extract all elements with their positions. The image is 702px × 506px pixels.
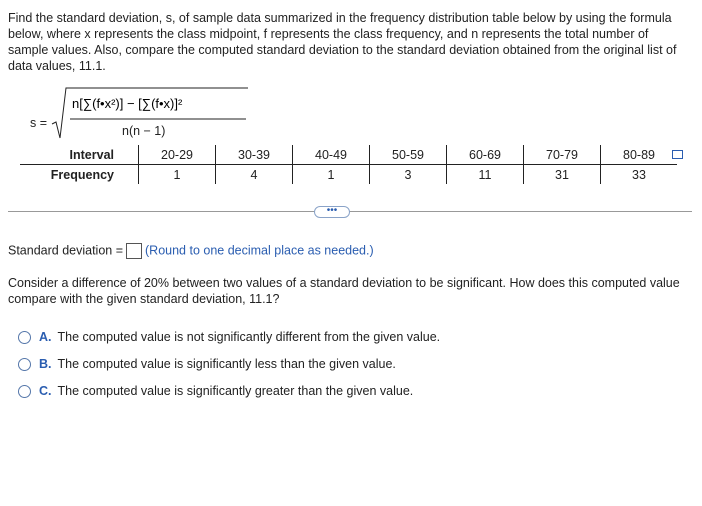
option-letter: A.	[39, 330, 52, 344]
option-a[interactable]	[18, 330, 440, 344]
option-text: The computed value is significantly less than the given value.	[57, 357, 396, 371]
comparison-question: Consider a difference of 20% between two values of a standard deviation to be significant. How does this computed value compare with the given standard deviation, 11.1?	[8, 276, 680, 306]
interval-cell: 50-59	[370, 145, 447, 165]
radio-button[interactable]	[18, 358, 31, 371]
option-letter: C.	[39, 384, 52, 398]
frequency-row	[20, 165, 677, 185]
answer-line	[8, 243, 374, 259]
svg-text:n[∑(f•x²)] − [∑(f•x)]²: n[∑(f•x²)] − [∑(f•x)]²	[72, 96, 183, 111]
formula-denominator: n(n − 1)	[122, 124, 166, 138]
interval-cell: 30-39	[216, 145, 293, 165]
radio-button[interactable]	[18, 385, 31, 398]
interval-cell: 20-29	[139, 145, 216, 165]
answer-hint: (Round to one decimal place as needed.)	[145, 243, 374, 258]
option-text: The computed value is not significantly different from the given value.	[57, 330, 441, 344]
interval-row	[20, 145, 677, 165]
more-button[interactable]: •••	[314, 206, 350, 218]
frequency-cell: 1	[139, 165, 216, 185]
option-letter: B.	[39, 357, 52, 371]
frequency-cell: 11	[447, 165, 524, 185]
question-text: Find the standard deviation, s, of sample data summarized in the frequency distribution table below by using the formula below, where x represents the class midpoint, f represents the class frequency, and n represents the total number of sample values. Also, compare the computed standard deviation to the standard deviation obtained from the original list of data values, 11.1.	[8, 11, 677, 73]
formula-lhs: s =	[30, 116, 48, 130]
frequency-cell: 33	[601, 165, 678, 185]
frequency-cell: 4	[216, 165, 293, 185]
row-label: Frequency	[50, 167, 114, 182]
frequency-cell: 1	[293, 165, 370, 185]
radio-button[interactable]	[18, 331, 31, 344]
interval-cell: 80-89	[601, 145, 678, 165]
answer-input[interactable]	[126, 243, 142, 259]
divider	[8, 211, 692, 212]
option-b[interactable]	[18, 357, 396, 371]
std-dev-formula	[30, 86, 250, 142]
row-label: Interval	[20, 145, 139, 165]
option-c[interactable]	[18, 384, 413, 398]
interval-cell: 60-69	[447, 145, 524, 165]
option-text: The computed value is significantly greater than the given value.	[57, 384, 414, 398]
answer-label: Standard deviation =	[8, 243, 124, 258]
copy-table-icon[interactable]	[672, 150, 683, 159]
interval-cell: 70-79	[524, 145, 601, 165]
frequency-table	[20, 145, 677, 184]
frequency-cell: 31	[524, 165, 601, 185]
frequency-cell: 3	[370, 165, 447, 185]
interval-cell: 40-49	[293, 145, 370, 165]
